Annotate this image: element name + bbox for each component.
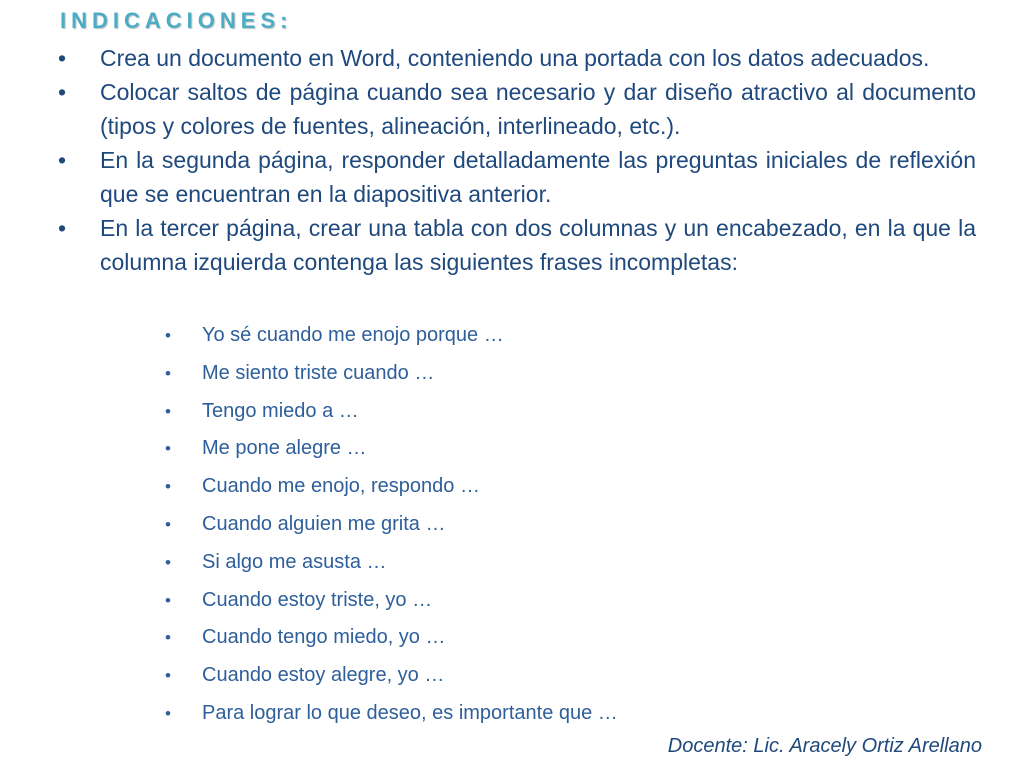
phrase-text: Cuando alguien me grita … xyxy=(202,512,446,535)
phrase-item xyxy=(160,619,618,657)
bullet-icon: • xyxy=(58,147,67,173)
phrase-text: Cuando estoy alegre, yo … xyxy=(202,664,445,687)
phrase-text: Me siento triste cuando … xyxy=(202,361,435,384)
bullet-icon: • xyxy=(165,514,171,534)
phrase-item xyxy=(160,393,618,431)
incomplete-phrases-list xyxy=(160,317,618,733)
instruction-text: Colocar saltos de página cuando sea necesario y dar diseño atractivo al documento (tipos y colores de fuentes, alineación, interlineado, etc.). xyxy=(100,79,976,139)
instruction-text: En la segunda página, responder detalladamente las preguntas iniciales de reflexión que se encuentran en la diapositiva anterior. xyxy=(100,147,976,207)
instruction-item xyxy=(58,41,976,75)
phrase-text: Cuando me enojo, respondo … xyxy=(202,475,480,498)
phrase-text: Yo sé cuando me enojo porque … xyxy=(202,324,504,346)
bullet-icon: • xyxy=(165,666,171,686)
phrase-text: Si algo me asusta … xyxy=(202,550,387,573)
instruction-item xyxy=(58,143,976,211)
bullet-icon: • xyxy=(165,326,171,345)
bullet-icon: • xyxy=(165,477,171,497)
instruction-text: En la tercer página, crear una tabla con dos columnas y un encabezado, en la que la columna izquierda contenga las siguientes frases incompletas: xyxy=(100,215,976,275)
phrase-item xyxy=(160,544,618,582)
instruction-item xyxy=(58,75,976,143)
bullet-icon: • xyxy=(165,703,171,723)
phrase-item xyxy=(160,506,618,544)
instruction-text: Crea un documento en Word, conteniendo una portada con los datos adecuados. xyxy=(100,45,930,71)
phrase-item xyxy=(160,468,618,506)
phrase-text: Para lograr lo que deseo, es importante que … xyxy=(202,701,618,724)
bullet-icon: • xyxy=(165,552,171,572)
bullet-icon: • xyxy=(58,215,67,241)
phrase-text: Cuando tengo miedo, yo … xyxy=(202,626,446,649)
phrase-text: Cuando estoy triste, yo … xyxy=(202,588,433,611)
bullet-icon: • xyxy=(165,628,171,648)
phrase-item xyxy=(160,695,618,733)
bullet-icon: • xyxy=(58,79,67,105)
phrase-item xyxy=(160,657,618,695)
phrase-item xyxy=(160,430,618,468)
bullet-icon: • xyxy=(165,590,171,610)
bullet-icon: • xyxy=(165,439,171,459)
slide-title: INDICACIONES: xyxy=(60,8,293,33)
phrase-item xyxy=(160,582,618,620)
bullet-icon: • xyxy=(58,45,67,71)
instruction-item xyxy=(58,211,976,279)
phrase-text: Tengo miedo a … xyxy=(202,399,359,422)
phrase-text: Me pone alegre … xyxy=(202,437,367,460)
instructions-list xyxy=(58,41,976,279)
phrase-item xyxy=(160,355,618,393)
phrase-item xyxy=(160,317,618,355)
teacher-credit: Docente: Lic. Aracely Ortiz Arellano xyxy=(667,735,982,757)
bullet-icon: • xyxy=(165,363,171,383)
bullet-icon: • xyxy=(165,401,171,421)
